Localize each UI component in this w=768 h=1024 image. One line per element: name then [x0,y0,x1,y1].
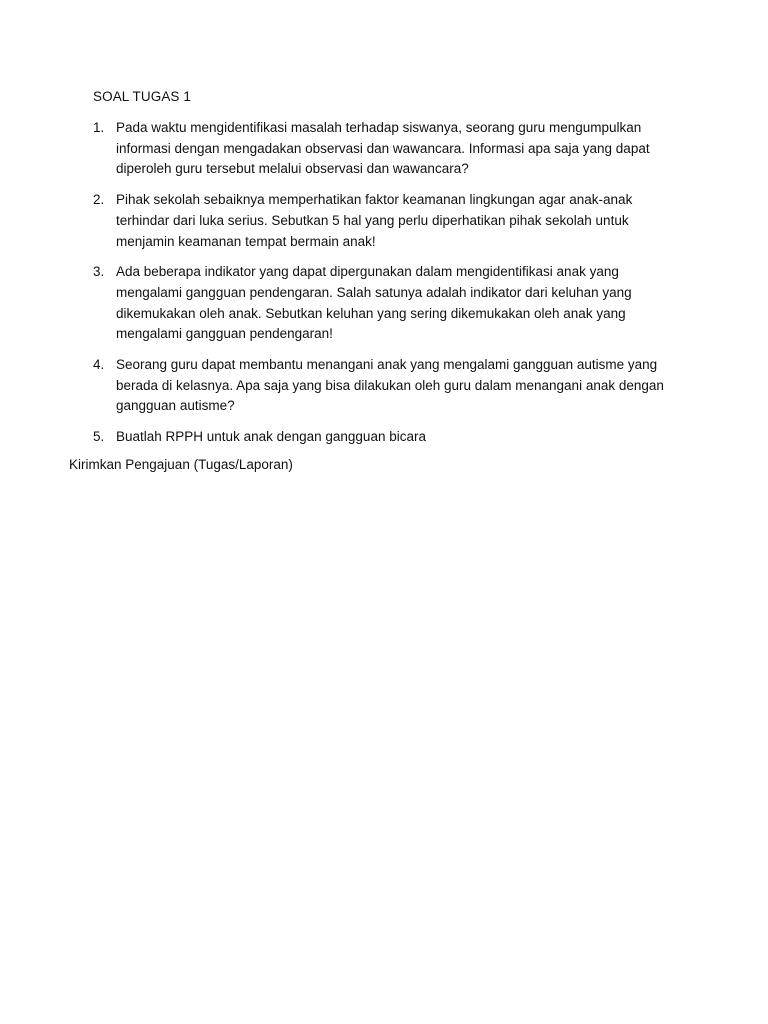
question-text: Ada beberapa indikator yang dapat dipergunakan dalam mengidentifikasi anak yang mengalami gangguan pendengaran. Salah satunya adalah indikator dari keluhan yang dikemukakan oleh anak. Sebutkan keluhan yang sering dikemukakan oleh anak yang mengalami gangguan pendengaran! [116,264,632,342]
submit-assignment-link[interactable]: Kirimkan Pengajuan (Tugas/Laporan) [69,457,293,472]
question-item-5 [93,427,693,448]
question-number: 2. [93,192,105,208]
document-title: SOAL TUGAS 1 [93,89,191,104]
question-list [93,118,693,458]
question-text: Buatlah RPPH untuk anak dengan gangguan bicara [116,429,426,445]
question-item-4 [93,355,693,417]
question-number: 5. [93,429,105,445]
question-number: 4. [93,357,105,373]
question-item-3 [93,262,693,345]
question-item-1 [93,118,693,180]
question-text: Seorang guru dapat membantu menangani anak yang mengalami gangguan autisme yang berada di kelasnya. Apa saja yang bisa dilakukan oleh guru dalam menangani anak dengan gangguan autisme? [116,357,664,414]
question-item-2 [93,190,693,252]
question-text: Pada waktu mengidentifikasi masalah terhadap siswanya, seorang guru mengumpulkan informasi dengan mengadakan observasi dan wawancara. Informasi apa saja yang dapat diperoleh guru tersebut melalui observasi dan wawancara? [116,120,650,177]
question-number: 1. [93,120,105,135]
question-number: 3. [93,264,105,280]
question-text: Pihak sekolah sebaiknya memperhatikan faktor keamanan lingkungan agar anak-anak terhindar dari luka serius. Sebutkan 5 hal yang perlu diperhatikan pihak sekolah untuk menjamin keamanan tempat bermain anak! [116,192,633,249]
